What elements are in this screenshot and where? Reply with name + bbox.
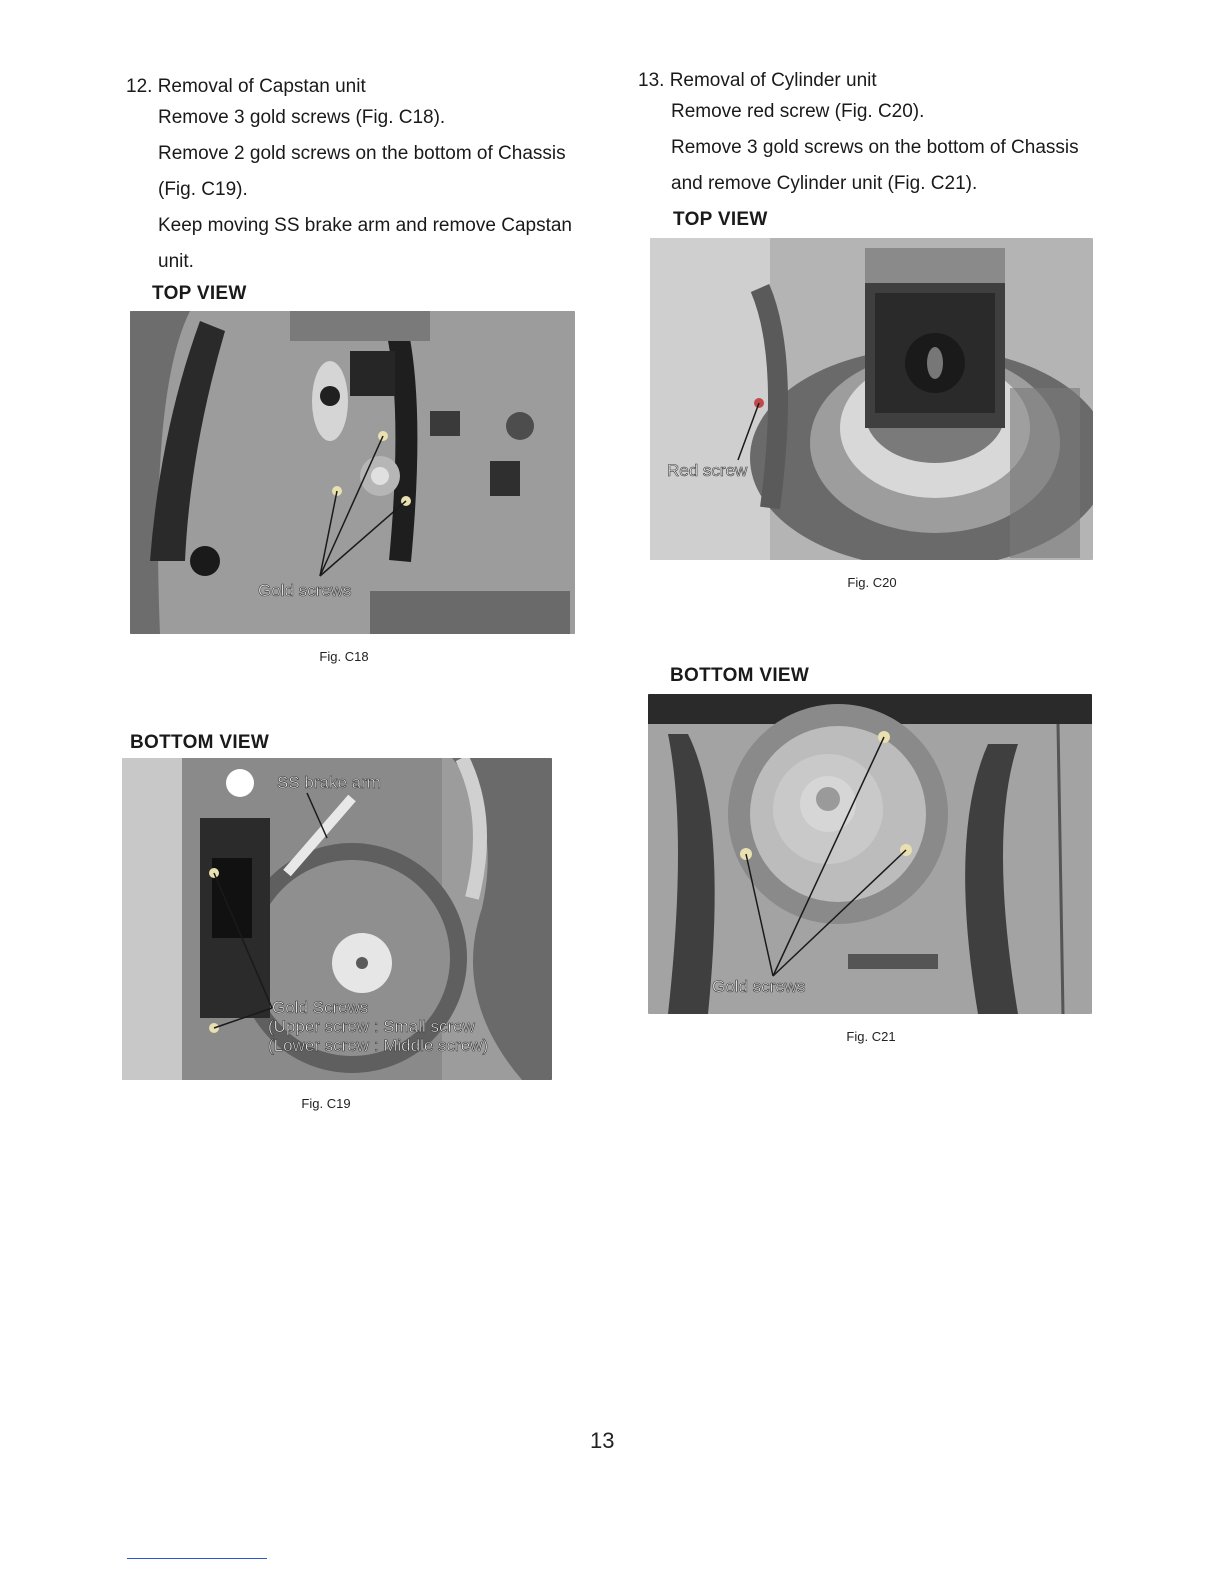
fig-c18-caption: Fig. C18 [319,649,369,664]
fig-c21-callout: Gold screws [712,977,806,996]
instruction-line: Keep moving SS brake arm and remove Capstan [158,215,572,236]
step-12-instructions [158,100,572,280]
fig-c19-callout-arm: SS brake arm [277,773,381,792]
fig-c21-caption: Fig. C21 [846,1029,896,1044]
step-13-title: 13. Removal of Cylinder unit [638,70,877,91]
left-top-view-heading: TOP VIEW [152,283,247,304]
instruction-line: Remove red screw (Fig. C20). [671,101,925,122]
step-13-instructions [671,94,1079,202]
fig-c19-callout-screws-3: (Lower screw : Middle screw) [268,1036,489,1055]
instruction-line: Remove 3 gold screws on the bottom of Chassis [671,137,1079,158]
right-top-view-heading: TOP VIEW [673,209,768,230]
instruction-line: Remove 3 gold screws (Fig. C18). [158,107,446,128]
fig-c20-photo [650,238,1093,560]
instruction-line: Remove 2 gold screws on the bottom of Chassis [158,143,566,164]
instruction-line: (Fig. C19). [158,179,248,200]
footer-rule [127,1558,267,1559]
fig-c19-callout-screws-1: Gold Screws [272,998,369,1017]
right-bottom-view-heading: BOTTOM VIEW [670,665,810,686]
instruction-line: and remove Cylinder unit (Fig. C21). [671,173,978,194]
fig-c18-photo [130,311,575,634]
fig-c18-callout: Gold screws [258,581,352,600]
instruction-line: unit. [158,251,194,272]
fig-c19-photo [122,758,552,1080]
fig-c19-caption: Fig. C19 [301,1096,351,1111]
fig-c20-callout: Red screw [667,461,748,480]
left-bottom-view-heading: BOTTOM VIEW [130,732,270,753]
fig-c20-caption: Fig. C20 [847,575,897,590]
page-number: 13 [590,1428,615,1453]
fig-c21-photo [648,694,1092,1014]
fig-c19-callout-screws-2: (Upper screw : Small screw [268,1017,475,1036]
step-12-title: 12. Removal of Capstan unit [126,76,366,97]
